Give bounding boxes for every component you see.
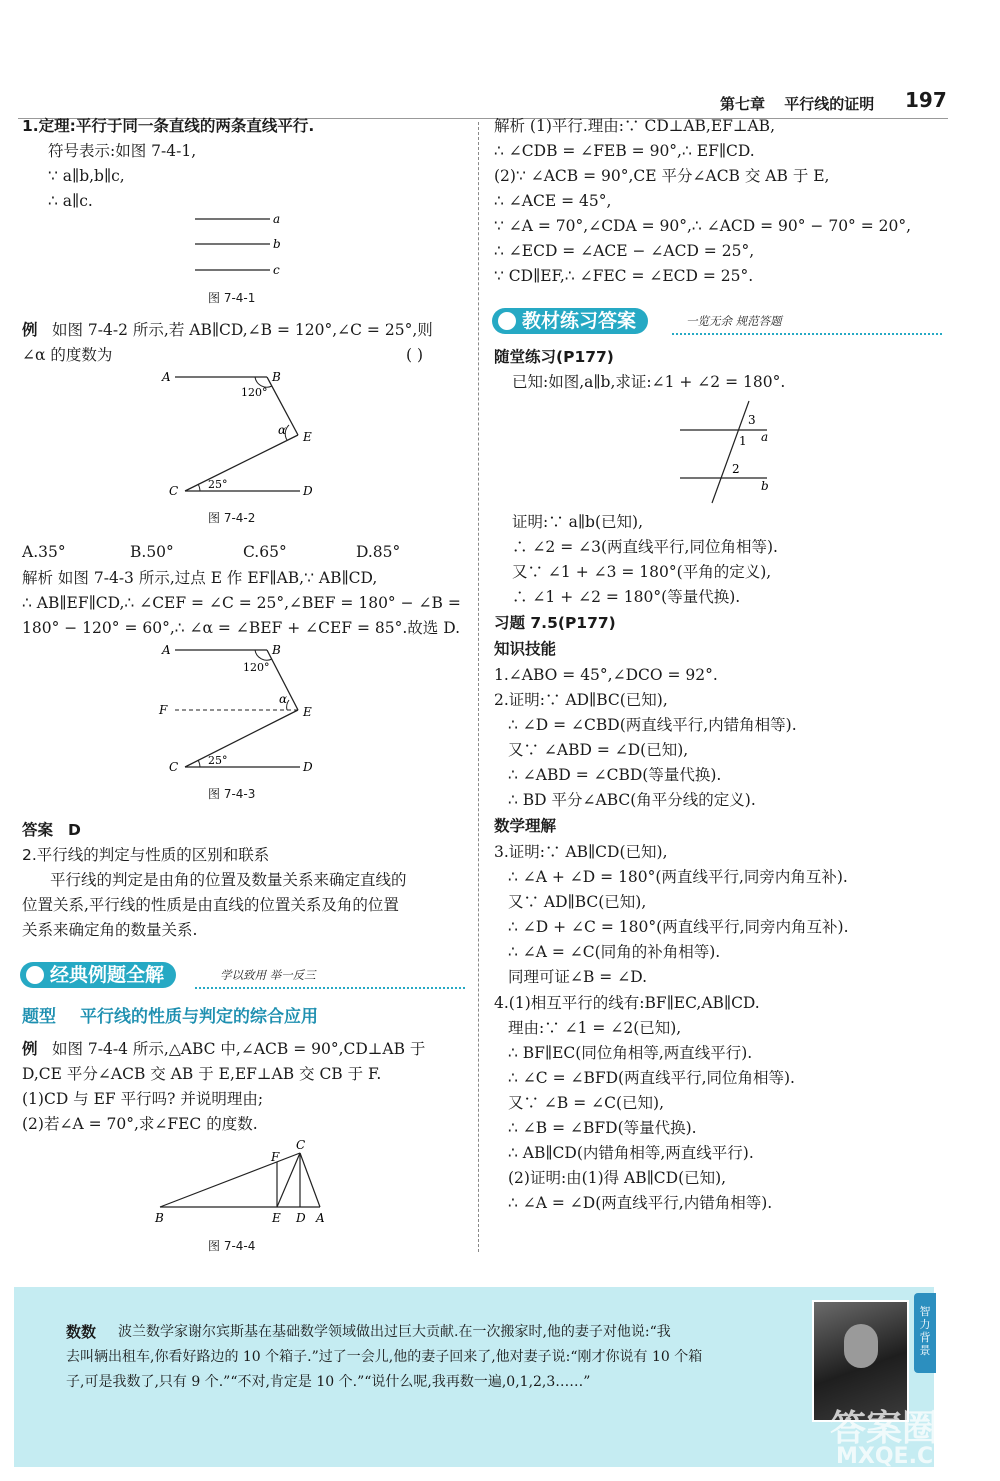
skills-line-4: 又∵ ∠ABD = ∠D(已知), (508, 741, 689, 759)
example2-line-4: (2)若∠A = 70°,求∠FEC 的度数. (22, 1115, 258, 1133)
footer-line-3: 子,可是我数了,只有 9 个.”“不对,肯定是 10 个.”“说什么呢,我再数一遍,0,1,2,3……” (66, 1374, 591, 1390)
watermark-text: 答案圈 (830, 1408, 939, 1449)
example2-line-1: 如图 7-4-4 所示,△ABC 中,∠ACB = 90°,CD⊥AB 于 (52, 1040, 426, 1058)
figure-7-4-3 (155, 640, 335, 780)
understanding-line-12: ∴ ∠B = ∠BFD(等量代换). (508, 1119, 697, 1137)
svg-text:D: D (303, 484, 313, 498)
understanding-line-6: 同理可证∠B = ∠D. (508, 968, 648, 986)
banner-subtitle: 一览无余 规范答题 (686, 314, 782, 328)
figure-caption-7-4-3: 图 7-4-3 (208, 787, 256, 801)
figure-7-4-2 (155, 365, 335, 505)
analysis2-line-1: 解析 (1)平行.理由:∵ CD⊥AB,EF⊥AB, (494, 117, 775, 135)
question-type-title: 平行线的性质与判定的综合应用 (80, 1007, 318, 1027)
skills-title: 知识技能 (494, 640, 557, 658)
example1-line-1: 如图 7-4-2 所示,若 AB∥CD,∠B = 120°,∠C = 25°,则 (52, 321, 433, 339)
answer-label: 答案 (22, 821, 54, 839)
understanding-line-15: ∴ ∠A = ∠D(两直线平行,内错角相等). (508, 1194, 773, 1212)
exercise-title: 习题 7.5(P177) (494, 614, 616, 632)
understanding-line-9: ∴ BF∥EC(同位角相等,两直线平行). (508, 1044, 753, 1062)
svg-text:b: b (761, 479, 769, 493)
footer-title: 数数 (66, 1323, 97, 1341)
analysis2-line-6: ∴ ∠ECD = ∠ACE − ∠ACD = 25°, (494, 242, 755, 260)
understanding-line-14: (2)证明:由(1)得 AB∥CD(已知), (508, 1169, 727, 1187)
svg-text:F: F (159, 703, 168, 717)
practice-title: 随堂练习(P177) (494, 348, 614, 366)
understanding-line-1: 3.证明:∵ AB∥CD(已知), (494, 843, 668, 861)
example2-line-2: D,CE 平分∠ACB 交 AB 于 E,EF⊥AB 交 CB 于 F. (22, 1065, 382, 1083)
skills-line-5: ∴ ∠ABD = ∠CBD(等量代换). (508, 766, 722, 784)
theorem-line-2: 符号表示:如图 7-4-1, (48, 142, 197, 160)
svg-text:120°: 120° (241, 386, 268, 399)
svg-text:E: E (303, 430, 312, 444)
choice-b[interactable]: B.50° (130, 543, 174, 561)
svg-text:α: α (278, 423, 287, 437)
banner-classic-examples (20, 962, 465, 988)
chapter-label: 第七章 (720, 95, 766, 113)
point2-title: 2.平行线的判定与性质的区别和联系 (22, 846, 270, 864)
skills-line-6: ∴ BD 平分∠ABC(角平分线的定义). (508, 791, 756, 809)
svg-text:C: C (169, 760, 179, 774)
analysis2-line-3: (2)∵ ∠ACB = 90°,CE 平分∠ACB 交 AB 于 E, (494, 167, 830, 185)
label-a: a (273, 212, 281, 226)
understanding-line-5: ∴ ∠A = ∠C(同角的补角相等). (508, 943, 721, 961)
svg-text:3: 3 (748, 413, 756, 427)
figure-caption-7-4-1: 图 7-4-1 (208, 291, 256, 305)
footer-line-1: 波兰数学家谢尔宾斯基在基础数学领域做出过巨大贡献.在一次搬家时,他的妻子对他说:“我 (118, 1324, 671, 1340)
footer-line-2: 去叫辆出租车,你看好路边的 10 个箱子.”过了一会儿,他的妻子回来了,他对妻子说:“刚才你说有 10 个箱 (66, 1349, 703, 1365)
understanding-line-11: 又∵ ∠B = ∠C(已知), (508, 1094, 665, 1112)
svg-text:1: 1 (739, 434, 747, 448)
svg-text:B: B (155, 1211, 164, 1225)
figure-practice (675, 398, 785, 508)
theorem-line-4: ∴ a∥c. (48, 192, 93, 210)
banner-title: 教材练习答案 (522, 310, 637, 332)
understanding-line-8: 理由:∵ ∠1 = ∠2(已知), (508, 1019, 682, 1037)
example1-blank: ( ) (406, 346, 424, 364)
choice-c[interactable]: C.65° (243, 543, 287, 561)
svg-text:a: a (761, 430, 769, 444)
analysis2-line-5: ∵ ∠A = 70°,∠CDA = 90°,∴ ∠ACD = 90° − 70° = 20°, (494, 217, 912, 235)
example2-label: 例 (22, 1040, 38, 1058)
proof-line-4: ∴ ∠1 + ∠2 = 180°(等量代换). (512, 588, 741, 606)
svg-text:25°: 25° (208, 478, 228, 491)
banner-dot-icon (26, 966, 44, 984)
analysis2-line-4: ∴ ∠ACE = 45°, (494, 192, 612, 210)
svg-text:D: D (296, 1211, 306, 1225)
proof-line-1: 证明:∵ a∥b(已知), (512, 513, 643, 531)
analysis2-line-2: ∴ ∠CDB = ∠FEB = 90°,∴ EF∥CD. (494, 142, 755, 160)
svg-text:B: B (272, 643, 281, 657)
skills-line-1: 1.∠ABO = 45°,∠DCO = 92°. (494, 666, 718, 684)
point2-line-2: 位置关系,平行线的性质是由直线的位置关系及角的位置 (22, 896, 399, 914)
analysis2-line-7: ∵ CD∥EF,∴ ∠FEC = ∠ECD = 25°. (494, 267, 754, 285)
point2-line-3: 关系来确定角的数量关系. (22, 921, 198, 939)
svg-text:E: E (272, 1211, 281, 1225)
theorem-line-1: 1.定理:平行于同一条直线的两条直线平行. (22, 117, 315, 135)
svg-text:D: D (303, 760, 313, 774)
svg-text:F: F (271, 1150, 280, 1164)
understanding-line-3: 又∵ AD∥BC(已知), (508, 893, 647, 911)
label-c: c (273, 263, 280, 277)
understanding-line-13: ∴ AB∥CD(内错角相等,两直线平行). (508, 1144, 754, 1162)
analysis1-line-2: ∴ AB∥EF∥CD,∴ ∠CEF = ∠C = 25°,∠BEF = 180° − ∠B = (22, 594, 461, 612)
label-b: b (273, 237, 281, 251)
proof-line-2: ∴ ∠2 = ∠3(两直线平行,同位角相等). (512, 538, 778, 556)
figure-caption-7-4-2: 图 7-4-2 (208, 511, 256, 525)
banner-dot-icon (498, 312, 516, 330)
choice-d[interactable]: D.85° (356, 543, 401, 561)
practice-intro: 已知:如图,a∥b,求证:∠1 + ∠2 = 180°. (512, 373, 786, 391)
svg-text:E: E (303, 705, 312, 719)
figure-caption-7-4-4: 图 7-4-4 (208, 1239, 256, 1253)
svg-text:2: 2 (732, 462, 740, 476)
analysis1-line-1: 解析 如图 7-4-3 所示,过点 E 作 EF∥AB,∵ AB∥CD, (22, 569, 378, 587)
svg-text:25°: 25° (208, 754, 228, 767)
figure-7-4-4 (150, 1135, 340, 1230)
banner-title: 经典例题全解 (50, 964, 165, 986)
side-tab-label: 智力背景 (919, 1305, 931, 1357)
answer-value: D (68, 821, 81, 839)
page-header (720, 93, 874, 114)
skills-line-2: 2.证明:∵ AD∥BC(已知), (494, 691, 668, 709)
choice-a[interactable]: A.35° (22, 543, 66, 561)
svg-text:B: B (272, 370, 281, 384)
example1-label: 例 (22, 321, 38, 339)
svg-text:A: A (162, 643, 171, 657)
example1-line-2: ∠α 的度数为 (22, 346, 113, 364)
svg-text:A: A (162, 370, 171, 384)
portrait-face (844, 1324, 878, 1368)
point2-line-1: 平行线的判定是由角的位置及数量关系来确定直线的 (50, 871, 407, 889)
watermark-url: MXQE.COM (836, 1444, 974, 1469)
svg-text:A: A (316, 1211, 325, 1225)
page-number: 197 (905, 88, 947, 112)
svg-text:α: α (279, 692, 288, 706)
banner-subtitle: 学以致用 举一反三 (220, 968, 316, 982)
skills-line-3: ∴ ∠D = ∠CBD(两直线平行,内错角相等). (508, 716, 797, 734)
svg-text:C: C (169, 484, 179, 498)
theorem-line-3: ∵ a∥b,b∥c, (48, 167, 125, 185)
chapter-title: 平行线的证明 (784, 95, 875, 113)
understanding-line-10: ∴ ∠C = ∠BFD(两直线平行,同位角相等). (508, 1069, 795, 1087)
svg-text:120°: 120° (243, 661, 270, 674)
proof-line-3: 又∵ ∠1 + ∠3 = 180°(平角的定义), (512, 563, 772, 581)
svg-text:C: C (296, 1138, 306, 1152)
understanding-line-4: ∴ ∠D + ∠C = 180°(两直线平行,同旁内角互补). (508, 918, 849, 936)
column-divider (478, 122, 479, 1252)
understanding-line-7: 4.(1)相互平行的线有:BF∥EC,AB∥CD. (494, 994, 760, 1012)
side-tab (914, 1293, 936, 1373)
example2-line-3: (1)CD 与 EF 平行吗? 并说明理由; (22, 1090, 264, 1108)
banner-textbook-answers (492, 308, 942, 334)
understanding-line-2: ∴ ∠A + ∠D = 180°(两直线平行,同旁内角互补). (508, 868, 848, 886)
question-type-label: 题型 (22, 1007, 56, 1027)
analysis1-line-3: 180° − 120° = 60°,∴ ∠α = ∠BEF + ∠CEF = 85°.故选 D. (22, 619, 461, 637)
understanding-title: 数学理解 (494, 817, 557, 835)
